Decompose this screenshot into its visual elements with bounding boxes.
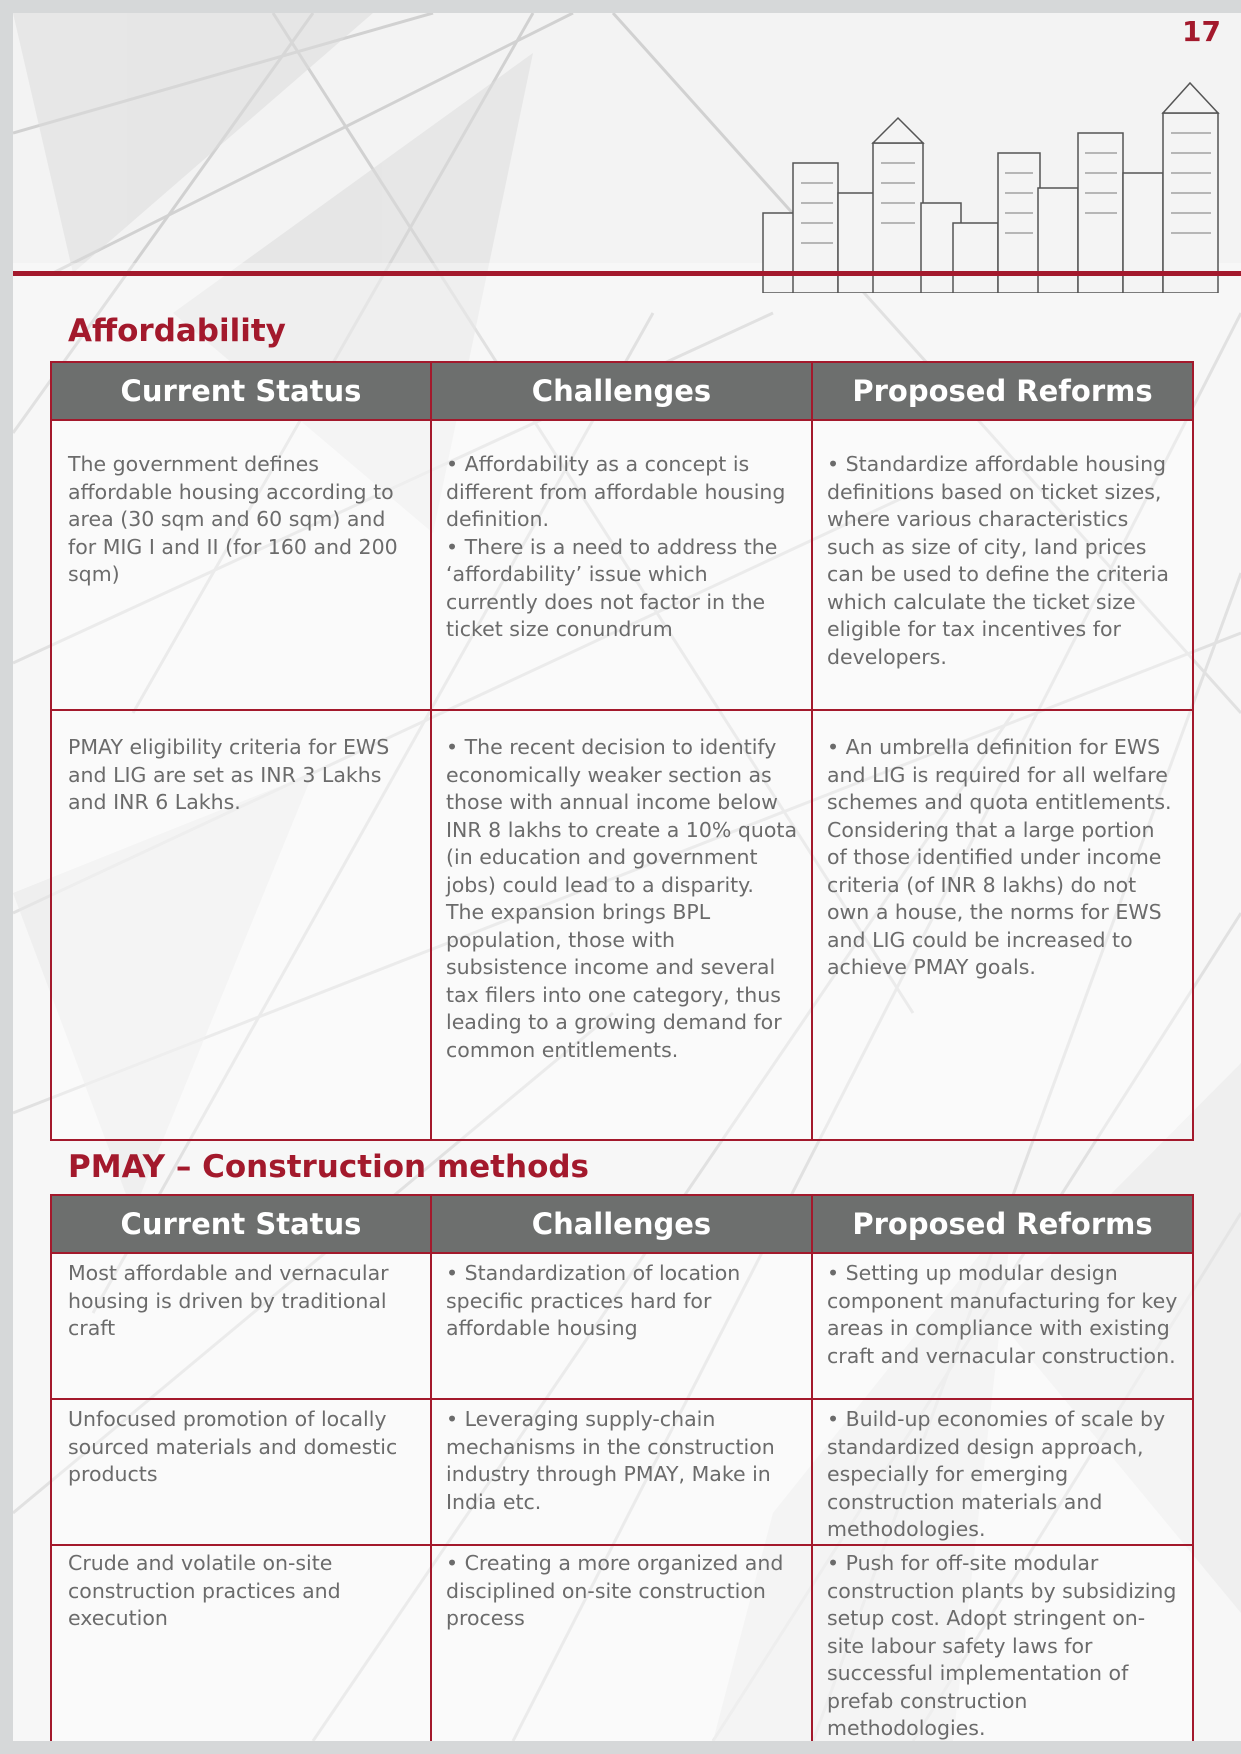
construction-methods-table bbox=[50, 1194, 1194, 1741]
table-cell bbox=[812, 1399, 1193, 1545]
table-cell bbox=[431, 1253, 812, 1399]
column-header-challenges: Challenges bbox=[431, 1195, 812, 1253]
cell-text: PMAY eligibility criteria for EWS and LIG are set as INR 3 Lakhs and INR 6 Lakhs. bbox=[68, 735, 390, 814]
table-row bbox=[51, 420, 1193, 710]
cell-text: Crude and volatile on-site construction practices and execution bbox=[68, 1551, 341, 1630]
table-cell bbox=[431, 710, 812, 1140]
city-skyline-sketch-illustration bbox=[753, 73, 1241, 293]
table-cell bbox=[812, 1253, 1193, 1399]
column-header-current-status: Current Status bbox=[51, 1195, 431, 1253]
header-rule bbox=[13, 271, 1241, 276]
section-title-affordability: Affordability bbox=[68, 313, 286, 349]
cell-text: • The recent decision to identify economically weaker section as those with annual income below INR 8 lakhs to create a 10% quota (in education and government jobs) could lead to a disparity. The expansion brings BPL population, those with subsistence income and several tax filers into one category, thus leading to a growing demand for common entitlements. bbox=[446, 735, 798, 1062]
cell-text: • Leveraging supply-chain mechanisms in the construction industry through PMAY, Make in India etc. bbox=[446, 1407, 775, 1514]
cell-text: Most affordable and vernacular housing is driven by traditional craft bbox=[68, 1261, 389, 1340]
document-page bbox=[13, 13, 1241, 1741]
affordability-table bbox=[50, 361, 1194, 1141]
table-header-row bbox=[51, 362, 1193, 420]
table-cell bbox=[431, 1399, 812, 1545]
table-cell bbox=[51, 1399, 431, 1545]
cell-text: Unfocused promotion of locally sourced materials and domestic products bbox=[68, 1407, 398, 1486]
cell-text: • Push for off-site modular construction plants by subsidizing setup cost. Adopt stringent on-site labour safety laws for successful implementation of prefab construction methodologies. bbox=[827, 1551, 1177, 1740]
cell-text: • Standardize affordable housing definitions based on ticket sizes, where various characteristics such as size of city, land prices can be used to define the criteria which calculate the ticket size eligible for tax incentives for developers. bbox=[827, 452, 1169, 669]
column-header-proposed-reforms: Proposed Reforms bbox=[812, 362, 1193, 420]
page-number: 17 bbox=[1182, 15, 1221, 48]
column-header-current-status: Current Status bbox=[51, 362, 431, 420]
cell-text: • Affordability as a concept is different from affordable housing definition. • There is a need to address the ‘affordability’ issue which currently does not factor in the ticket size conundrum bbox=[446, 452, 786, 641]
cell-text: • Creating a more organized and disciplined on-site construction process bbox=[446, 1551, 784, 1630]
column-header-proposed-reforms: Proposed Reforms bbox=[812, 1195, 1193, 1253]
table-cell bbox=[51, 1253, 431, 1399]
table-cell bbox=[51, 1545, 431, 1741]
column-header-challenges: Challenges bbox=[431, 362, 812, 420]
cell-text: • Setting up modular design component manufacturing for key areas in compliance with existing craft and vernacular construction. bbox=[827, 1261, 1178, 1368]
table-row bbox=[51, 710, 1193, 1140]
table-cell bbox=[812, 1545, 1193, 1741]
cell-text: • An umbrella definition for EWS and LIG is required for all welfare schemes and quota entitlements. Considering that a large portion of those identified under income criteria (of INR 8 lakhs) do not own a house, the norms for EWS and LIG could be increased to achieve PMAY goals. bbox=[827, 735, 1172, 979]
table-cell bbox=[812, 710, 1193, 1140]
cell-text: • Build-up economies of scale by standardized design approach, especially for emerging construction materials and methodologies. bbox=[827, 1407, 1166, 1541]
cell-text: • Standardization of location specific practices hard for affordable housing bbox=[446, 1261, 741, 1340]
table-row bbox=[51, 1545, 1193, 1741]
table-cell bbox=[431, 420, 812, 710]
table-row bbox=[51, 1253, 1193, 1399]
table-cell bbox=[51, 710, 431, 1140]
table-cell bbox=[431, 1545, 812, 1741]
table-header-row bbox=[51, 1195, 1193, 1253]
table-row bbox=[51, 1399, 1193, 1545]
table-cell bbox=[51, 420, 431, 710]
section-title-construction-methods: PMAY – Construction methods bbox=[68, 1149, 590, 1185]
table-cell bbox=[812, 420, 1193, 710]
cell-text: The government defines affordable housing according to area (30 sqm and 60 sqm) and for MIG I and II (for 160 and 200 sqm) bbox=[68, 452, 398, 586]
